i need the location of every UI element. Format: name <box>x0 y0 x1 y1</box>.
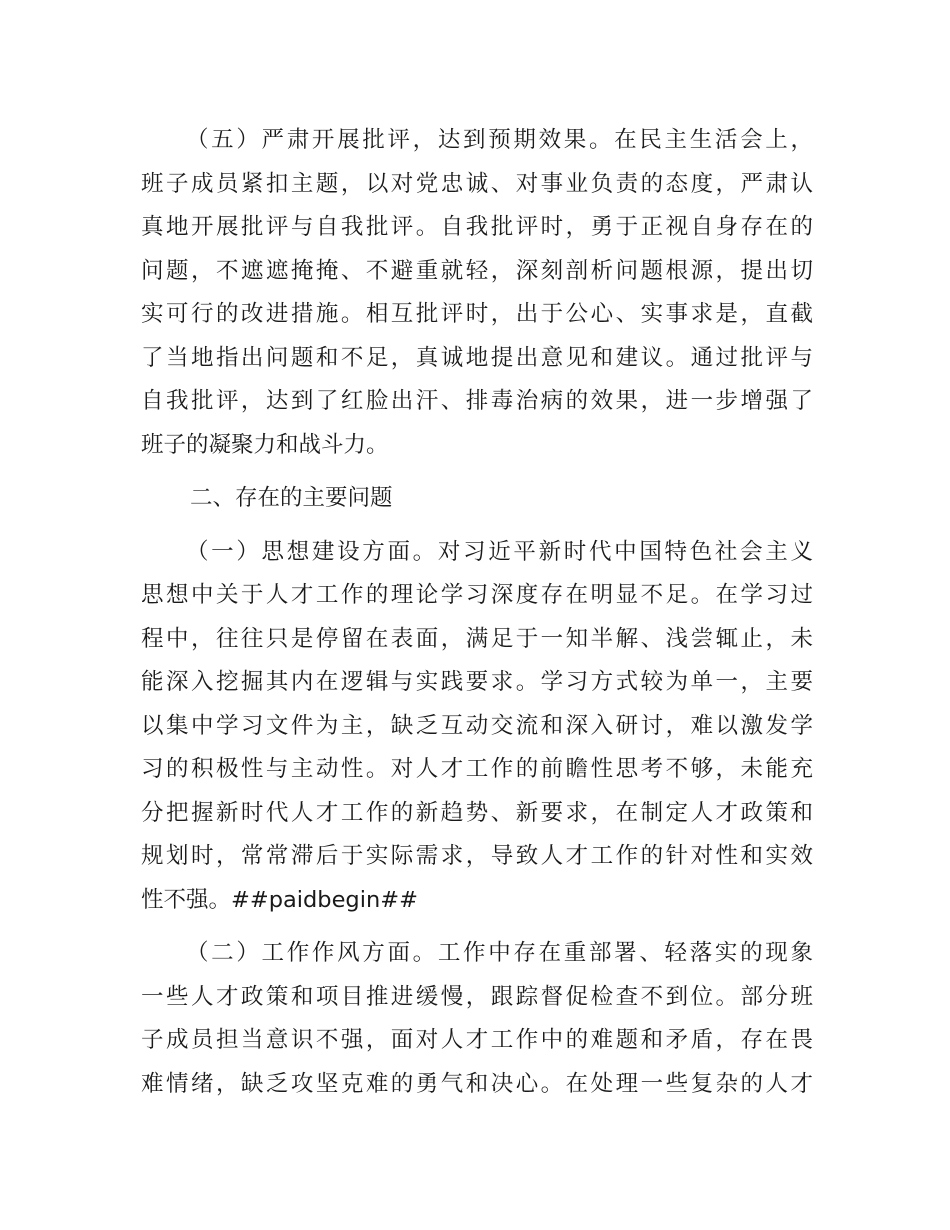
text-line: 规划时，常常滞后于实际需求，导致人才工作的针对性和实效 <box>141 843 813 869</box>
text-line: 了当地指出问题和不足，真诚地提出意见和建议。通过批评与 <box>141 344 813 371</box>
text-line: 以集中学习文件为主，缺乏互动交流和深入研讨，难以激发学 <box>141 712 813 739</box>
paragraph-spacer <box>141 521 813 531</box>
text-line: 自我批评，达到了红脸出汗、排毒治病的效果，进一步增强了 <box>141 388 813 414</box>
text-line: 实可行的改进措施。相互批评时，出于公心、实事求是，直截 <box>141 301 813 327</box>
text-line: 习的积极性与主动性。对人才工作的前瞻性思考不够，未能充 <box>141 756 813 782</box>
text-line: （五）严肃开展批评，达到预期效果。在民主生活会上， <box>186 127 813 153</box>
paragraph-ideological-building <box>141 531 813 923</box>
text-line: 能深入挖掘其内在逻辑与实践要求。学习方式较为单一，主要 <box>141 669 813 695</box>
paragraph-work-style <box>141 932 813 1106</box>
text-line: 性不强。##paidbegin## <box>141 886 418 913</box>
paragraph-spacer <box>141 467 813 477</box>
text-line: 子成员担当意识不强，面对人才工作中的难题和矛盾，存在畏 <box>141 1027 813 1053</box>
text-line: （一）思想建设方面。对习近平新时代中国特色社会主义 <box>186 538 813 565</box>
text-line: 难情绪，缺乏攻坚克难的勇气和决心。在处理一些复杂的人才 <box>141 1070 813 1097</box>
text-line: 思想中关于人才工作的理论学习深度存在明显不足。在学习过 <box>141 582 813 608</box>
text-line: 真地开展批评与自我批评。自我批评时，勇于正视自身存在的 <box>141 214 813 240</box>
section-heading: 二、存在的主要问题 <box>190 485 393 511</box>
text-line: 一些人才政策和项目推进缓慢，跟踪督促检查不到位。部分班 <box>141 983 813 1010</box>
document-body <box>141 119 813 1106</box>
text-line: 班子成员紧扣主题，以对党忠诚、对事业负责的态度，严肃认 <box>141 170 813 197</box>
paragraph-spacer <box>141 922 813 932</box>
text-line: 程中，往往只是停留在表面，满足于一知半解、浅尝辄止，未 <box>141 625 813 652</box>
paragraph-criticism <box>141 119 813 467</box>
text-line: 问题，不遮遮掩掩、不避重就轻，深刻剖析问题根源，提出切 <box>141 257 813 284</box>
text-line: （二）工作作风方面。工作中存在重部署、轻落实的现象 <box>186 940 813 966</box>
text-line: 分把握新时代人才工作的新趋势、新要求，在制定人才政策和 <box>141 799 813 826</box>
text-line: 班子的凝聚力和战斗力。 <box>141 431 389 458</box>
